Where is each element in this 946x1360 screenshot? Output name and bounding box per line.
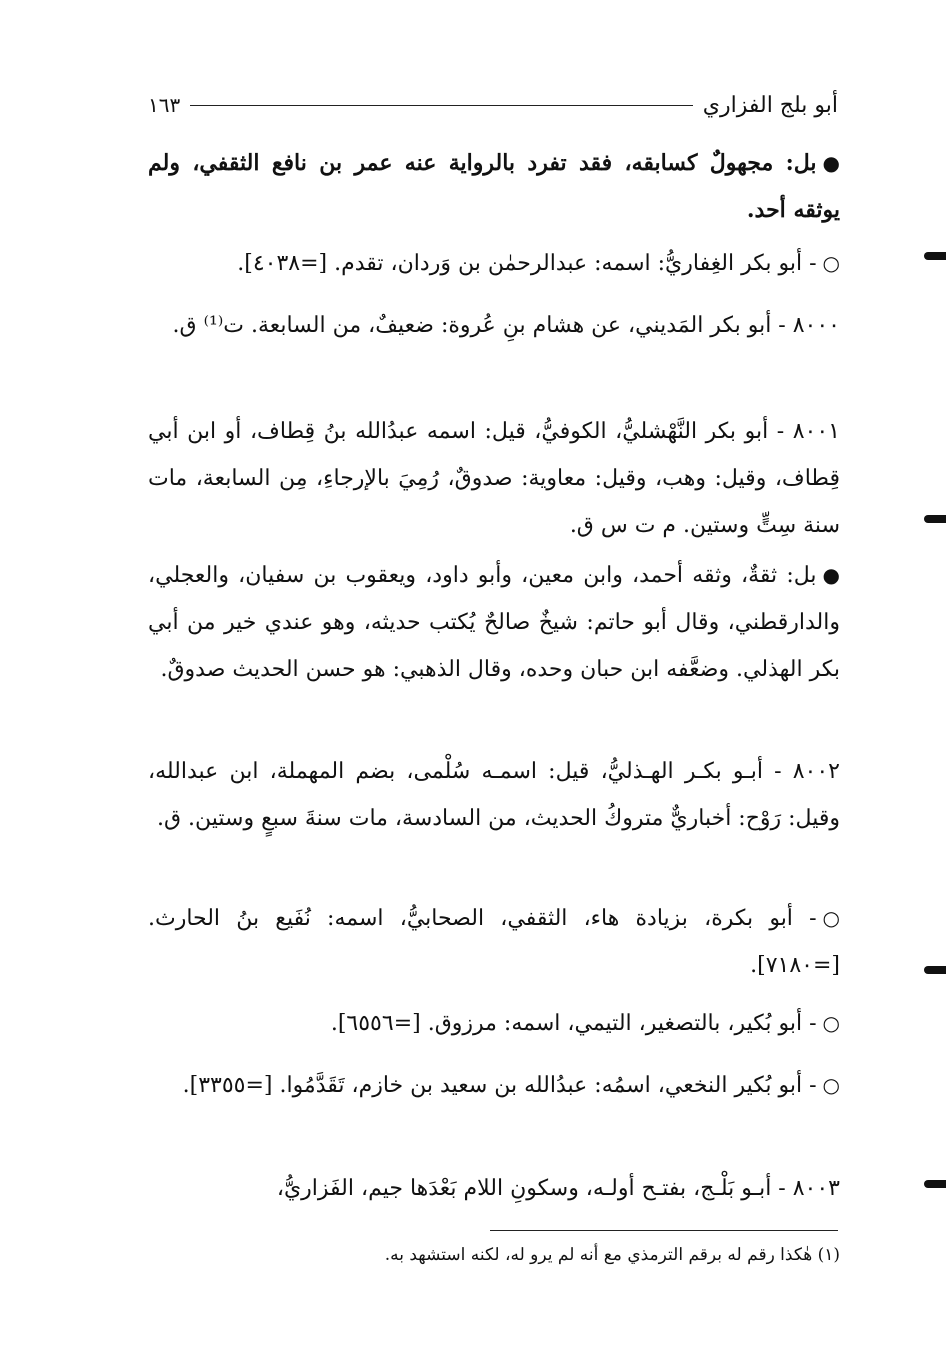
scan-edge-mark [924,252,946,260]
header-rule [190,105,693,106]
entry-text: - أبو بكرة، بزيادة هاء، الثقفي، الصحابيُّ، اسمه: نُفَيع بنُ الحارث. [=٧١٨٠]. [148,906,840,978]
page-number: ١٦٣ [148,93,181,117]
entry-text: ٨٠٠٢ - أبـو بكـر الهـذليُّ، قيل: اسمـه سُلْمى، بضم المهملة، ابن عبدالله، وقيل: رَوْح: أخباريٌّ متروكُ الحديث، من السادسة، مات سنةَ سبعٍ وستين. ق. [148,759,840,831]
footnote: (١) هٰكذا رقم له برقم الترمذي مع أنه لم يرو له، لكنه استشهد به. [384,1245,840,1265]
entry-8001 [148,408,840,549]
filled-circle-icon: ● [822,563,840,587]
entry-text: - أبو بُكير، بالتصغير، التيمي، اسمه: مرزوق. [=٦٥٥٦]. [330,1011,817,1036]
entry-cross-reference [148,240,840,287]
filled-circle-icon: ● [822,151,840,175]
running-title: أبو بلج الفزاري [702,92,838,118]
open-circle-icon: ○ [822,906,840,930]
open-circle-icon: ○ [822,251,840,275]
entry-text: ٨٠٠٣ - أبـو بَلْـج، بفتـح أولـه، وسكونِ اللام بَعْدَها جيم، الفَزاريُّ، [276,1176,840,1201]
entry-text: - أبو بكر الغِفاريُّ: اسمه: عبدالرحمٰن بن وَردان، تقدم. [=٤٠٣٨]. [237,251,817,276]
entry-text: بل: مجهولٌ كسابقه، فقد تفرد بالرواية عنه عمر بن نافع الثقفي، ولم يوثقه أحد. [148,150,840,223]
entry-remark [148,140,840,234]
entry-8002 [148,748,840,842]
scan-edge-mark [924,515,946,523]
entry-cross-reference [148,895,840,989]
entry-cross-reference [148,1062,840,1109]
entry-text: بل: ثقةٌ، وثقه أحمد، وابن معين، وأبو داود، ويعقوب بن سفيان، والعجلي، والدارقطني، وقال أبو حاتم: شيخٌ صالحٌ يُكتب حديثه، وهو عندي خير من أبي بكر الهذلي. وضعَّفه ابن حبان وحده، وقال الذهبي: هو حسن الحديث صدوقٌ. [148,563,840,682]
open-circle-icon: ○ [822,1011,840,1035]
entry-remark [148,552,840,693]
open-circle-icon: ○ [822,1073,840,1097]
entry-8003 [148,1165,840,1212]
page-header [148,88,838,122]
scan-edge-mark [924,966,946,974]
entry-8000 [148,302,840,349]
footnote-rule [490,1230,838,1231]
entry-text: ٨٠٠١ - أبو بكر النَّهْشليُّ، الكوفيُّ، قيل: اسمه عبدُالله بنُ قِطاف، أو ابن أبي قِطاف، وقيل: وهب، وقيل: معاوية: صدوقٌ، رُمِيَ بالإرجاءِ، مِن السابعة، مات سنة سِتٍّ وستين. م ت س ق. [148,419,840,538]
entry-text: - أبو بُكير النخعي، اسمُه: عبدُالله بن سعيد بن خازم، تَقَدَّمُوا. [=٣٣٥٥]. [182,1073,817,1098]
entry-text: ٨٠٠٠ - أبو بكر المَديني، عن هشام بنِ عُروة: ضعيفٌ، من السابعة. ت⁽¹⁾ ق. [172,313,840,338]
scan-edge-mark [924,1180,946,1188]
entry-cross-reference [148,1000,840,1047]
